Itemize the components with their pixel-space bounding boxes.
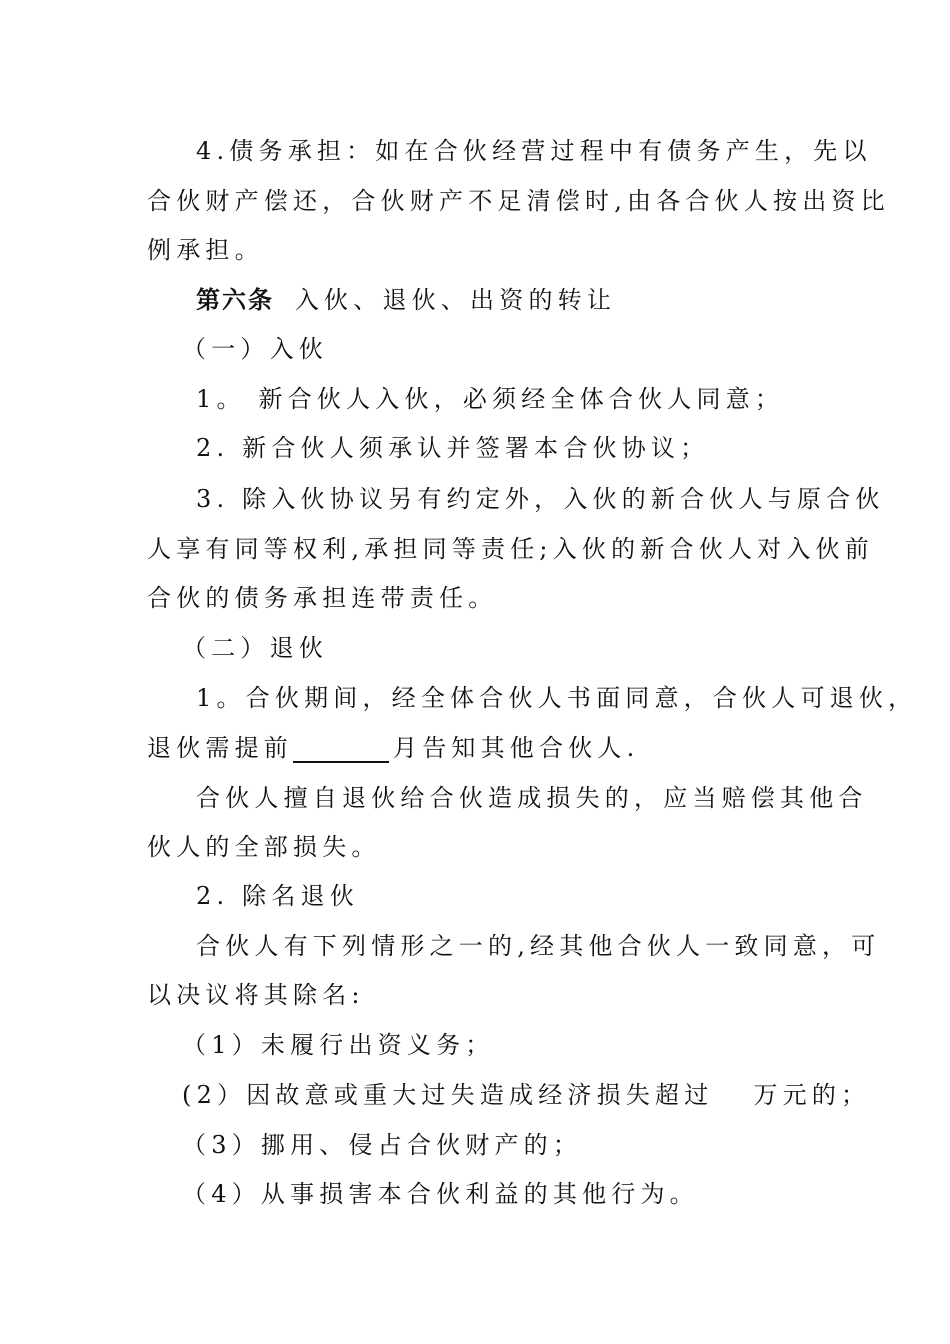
text-segment: 万元的； bbox=[753, 1081, 871, 1109]
list-item: 1。 新合伙人入伙，必须经全体合伙人同意； bbox=[196, 385, 785, 413]
list-item bbox=[182, 1080, 870, 1110]
text-segment: 退伙需提前 bbox=[147, 734, 293, 762]
list-item: 1。合伙期间，经全体合伙人书面同意，合伙人可退伙， bbox=[196, 684, 918, 712]
paragraph-line: 合伙人有下列情形之一的,经其他合伙人一致同意，可 bbox=[196, 932, 881, 960]
paragraph-line: 合伙财产偿还，合伙财产不足清偿时,由各合伙人按出资比 bbox=[147, 187, 890, 215]
text-segment: 月告知其他合伙人. bbox=[393, 734, 640, 762]
list-item: 2. 除名退伙 bbox=[196, 882, 359, 910]
section-heading: （一）入伙 bbox=[182, 335, 328, 363]
list-item: 2. 新合伙人须承认并签署本合伙协议； bbox=[196, 434, 710, 462]
article-number: 第六条 bbox=[196, 285, 274, 314]
paragraph-line: 伙人的全部损失。 bbox=[147, 833, 381, 861]
paragraph-line bbox=[147, 733, 639, 763]
list-item: （1）未履行出资义务； bbox=[182, 1031, 495, 1059]
paragraph-line: 合伙人擅自退伙给合伙造成损失的，应当赔偿其他合 bbox=[196, 784, 868, 812]
paragraph-line: 以决议将其除名: bbox=[147, 981, 365, 1009]
article-heading bbox=[196, 285, 616, 315]
list-item: （4）从事损害本合伙利益的其他行为。 bbox=[182, 1180, 699, 1208]
text-segment: (2）因故意或重大过失造成经济损失超过 bbox=[182, 1081, 714, 1109]
list-item: 3. 除入伙协议另有约定外，入伙的新合伙人与原合伙 bbox=[196, 485, 885, 513]
section-heading: （二）退伙 bbox=[182, 634, 328, 662]
list-item: （3）挪用、侵占合伙财产的； bbox=[182, 1131, 583, 1159]
article-title: 入伙、退伙、出资的转让 bbox=[294, 286, 617, 314]
paragraph-line: 合伙的债务承担连带责任。 bbox=[147, 584, 498, 612]
fill-in-blank bbox=[293, 739, 389, 763]
paragraph-line: 4.债务承担：如在合伙经营过程中有债务产生，先以 bbox=[196, 137, 872, 165]
paragraph-line: 人享有同等权利,承担同等责任;入伙的新合伙人对入伙前 bbox=[147, 535, 874, 563]
paragraph-line: 例承担。 bbox=[147, 236, 264, 264]
